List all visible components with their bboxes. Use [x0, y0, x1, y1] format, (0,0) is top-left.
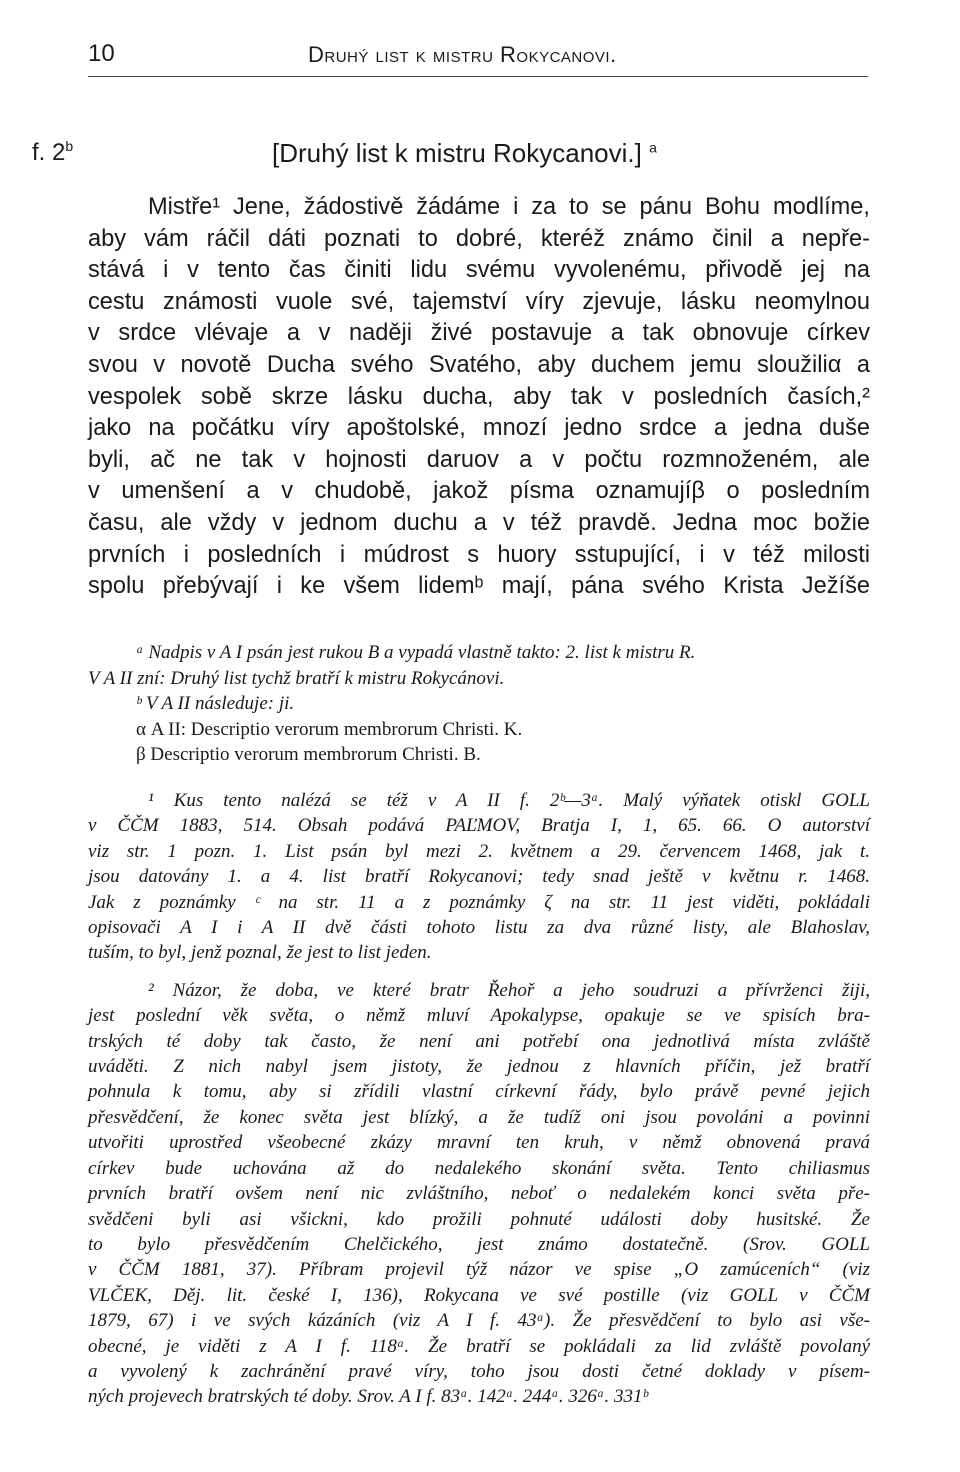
text-line: aby vám ráčil dáti poznati to dobré, kteréž známo činil a nepře- [88, 225, 870, 252]
footnote-line: jsou datovány 1. a 4. list bratří Rokycanovi; tedy snad ještě v květnu r. 1468. [88, 866, 870, 888]
text-line: jako na počátku víry apoštolské, mnozí jedno srdce a jedna duše [88, 415, 870, 442]
text-line: v umenšení a v chudobě, jakož písma oznamujíβ o posledním [88, 478, 870, 505]
letter-title [272, 138, 657, 169]
footnote-line: jest poslední věk světa, o němž mluví Apokalypse, opakuje se ve spisích bra- [88, 1005, 870, 1027]
footnote-line: svědčeni byli asi všickni, kdo prožili pohnuté události doby husitské. Že [88, 1208, 870, 1230]
running-title: Druhý list k mistru Rokycanovi. [308, 42, 617, 67]
text-line: byli, ač ne tak v hojnosti daruov a v počtu rozmnoženém, ale [88, 446, 870, 473]
folio-sup: b [65, 138, 74, 154]
text-line: svou v novotě Ducha svého Svatého, aby duchem jemu sloužiliα a [88, 351, 870, 378]
folio-text: f. 2 [32, 139, 66, 166]
footnote-line: v ČČM 1881, 37). Příbram projevil týž názor ve spise „O zamúceních“ (viz [88, 1259, 870, 1281]
footnote-line: přesvědčení, že konec světa jest blízký, a že tudíž oni jsou povoláni a povinni [88, 1106, 870, 1128]
footnote-line: to bylo přesvědčením Chelčického, jest známo dostatečně. (Srov. GOLL [88, 1233, 870, 1255]
footnote-line: 1879, 67) i ve svých kázáních (viz A I f. 43ᵃ). Že přesvědčení to bylo asi vše- [88, 1310, 870, 1332]
text-line: stává i v tento čas činiti lidu svému vyvolenému, přivodě jej na [88, 257, 870, 284]
variant-note: V A II zní: Druhý list tychž bratří k mistru Rokycánovi. [88, 667, 505, 689]
footnote-line: v ČČM 1883, 514. Obsah podává PAĽMOV, Bratja I, 1, 65. 66. O autorství [88, 815, 870, 837]
footnote-line: trských té doby tak často, že není ani potřebí ona jednotlivá místa zvláště [88, 1030, 870, 1052]
footnote-1 [88, 788, 870, 966]
footnote-line: obecné, je viděti z A I f. 118ᵃ. Že bratří se pokládali za lid zvláště povolaný [88, 1335, 870, 1357]
letter-title-sup: a [649, 139, 657, 156]
letter-title-text: [Druhý list k mistru Rokycanovi.] [272, 138, 642, 168]
footnote-line: ² Názor, že doba, ve které bratr Řehoř a jeho soudruzi a přívrženci žiji, [148, 979, 870, 1001]
main-text [88, 192, 870, 603]
footnote-line: pohnula k tomu, aby si zřídili vlastní církevní řády, bylo právě pevné jejich [88, 1081, 870, 1103]
page-header [88, 40, 868, 74]
footnote-line: prvních bratří ovšem není nic zvláštního, neboť o nedalekém konci světa pře- [88, 1183, 870, 1205]
footnote-line: ¹ Kus tento nalézá se též v A II f. 2ᵇ—3ᵃ. Malý výňatek otiskl GOLL [148, 790, 870, 811]
text-line: vespolek sobě skrze lásku ducha, aby tak v posledních časích,² [88, 383, 870, 410]
footnote-line: VLČEK, Děj. lit. české I, 136), Rokycana ve své postille (viz GOLL v ČČM [88, 1284, 870, 1306]
footnote-line: církev bude uchována až do nedalekého skonání světa. Tento chiliasmus [88, 1157, 870, 1179]
footnote-line: viz str. 1 pozn. 1. List psán byl mezi 2. květnem a 29. červencem 1468, jak t. [88, 840, 870, 862]
header-rule [88, 76, 868, 77]
page-number: 10 [88, 40, 115, 67]
text-line: času, ale vždy v jednom duchu a v též pravdě. Jedna moc božie [88, 509, 870, 536]
text-line: cestu známosti vuole své, tajemství víry zjevuje, lásku neomylnou [88, 288, 870, 315]
variant-note: α A II: Descriptio verorum membrorum Christi. K. [136, 718, 523, 740]
footnote-line: tuším, to byl, jenž poznal, že jest to list jeden. [88, 942, 432, 964]
footnote-line: Jak z poznámky ᶜ na str. 11 a z poznámky ζ na str. 11 jest viděti, pokládali [88, 891, 870, 913]
numbered-notes [88, 788, 870, 1410]
text-line: Mistře¹ Jene, žádostivě žádáme i za to se pánu Bohu modlíme, [148, 194, 870, 220]
footnote-line: ných projevech bratrských té doby. Srov. A I f. 83ᵃ. 142ᵃ. 244ᵃ. 326ᵃ. 331ᵇ [88, 1386, 648, 1408]
variant-note: ᵇ V A II následuje: ji. [136, 693, 295, 714]
variant-note: β Descriptio verorum membrorum Christi. B. [136, 744, 481, 765]
footnote-2 [88, 978, 870, 1410]
folio-marker [32, 138, 73, 167]
variant-note: ᵃ Nadpis v A I psán jest rukou B a vypadá vlastně takto: 2. list k mistru R. [136, 642, 696, 663]
footnote-line: opisovači A I i A II dvě části tohoto listu za dva různé listy, ale Blahoslav, [88, 917, 870, 939]
note-gap [88, 966, 870, 978]
footnote-line: uváděti. Z nich nabyl jsem jistoty, že jednou z hlavních příčin, jež bratří [88, 1056, 870, 1078]
variant-notes [88, 640, 870, 768]
text-line: v srdce vlévaje a v naději živé postavuje a tak obnovuje církev [88, 320, 870, 347]
text-line: prvních i posledních i múdrost s huory sstupující, i v též milosti [88, 541, 870, 568]
text-line: spolu přebývají i ke všem lidemᵇ mají, pána svého Krista Ježíše [88, 573, 870, 600]
footnote-line: a vyvolený k zachránění pravé víry, toho jsou dosti četné doklady v písem- [88, 1360, 870, 1382]
footnote-line: utvořiti uprostřed všeobecné zkázy mravní ten kruh, v němž obnovená pravá [88, 1132, 870, 1154]
